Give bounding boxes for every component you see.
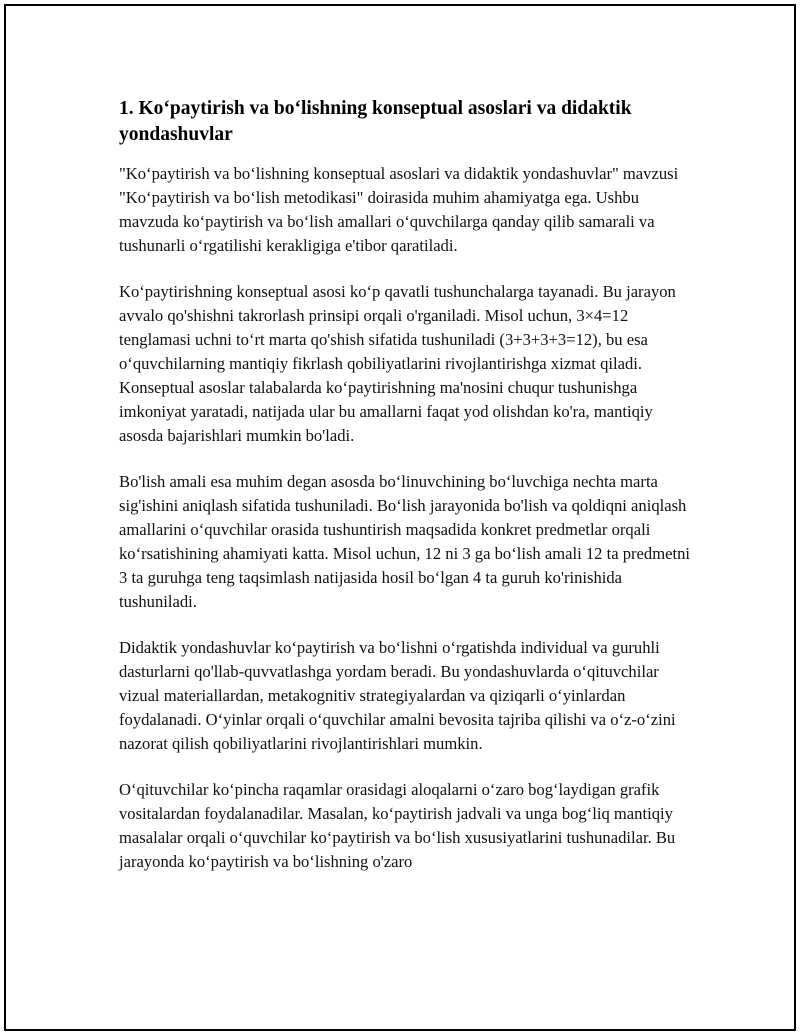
paragraph-5: O‘qituvchilar ko‘pincha raqamlar orasidagi aloqalarni o‘zaro bog‘laydigan grafik vositalardan foydalanadilar. Masalan, ko‘paytirish jadvali va unga bog‘liq mantiqiy masalalar orqali o‘quvchilar ko‘paytirish va bo‘lish xususiyatlarini tushunadilar. Bu jarayonda ko‘paytirish va bo‘lishning o'zaro <box>119 780 676 871</box>
section-heading: 1. Ko‘paytirish va bo‘lishning konseptual asoslari va didaktik yondashuvlar <box>119 98 632 145</box>
paragraph-4: Didaktik yondashuvlar ko‘paytirish va bo‘lishni o‘rgatishda individual va guruhli dasturlarni qo'llab-quvvatlashga yordam beradi. Bu yondashuvlarda o‘qituvchilar vizual materiallardan, metakognitiv strategiyalardan va qiziqarli o‘yinlardan foydalanadi. O‘yinlar orqali o‘quvchilar amalni bevosita tajriba qilishi va o‘z-o‘zini nazorat qilish qobiliyatlarini rivojlantirishlari mumkin. <box>119 638 676 753</box>
document-body <box>119 96 699 896</box>
paragraph-1: "Ko‘paytirish va bo‘lishning konseptual asoslari va didaktik yondashuvlar" mavzusi "Ko‘paytirish va bo‘lish metodikasi" doirasida muhim ahamiyatga ega. Ushbu mavzuda ko‘paytirish va bo‘lish amallari o‘quvchilarga qanday qilib samarali va tushunarli o‘rgatilishi kerakligiga e'tibor qaratiladi. <box>119 164 679 255</box>
paragraph-2: Ko‘paytirishning konseptual asosi ko‘p qavatli tushunchalarga tayanadi. Bu jarayon avvalo qo'shishni takrorlash prinsipi orqali o'rganiladi. Misol uchun, 3×4=12 tenglamasi uchni to‘rt marta qo'shish sifatida tushuniladi (3+3+3+3=12), bu esa o‘quvchilarning mantiqiy fikrlash qobiliyatlarini rivojlantirishga xizmat qiladi. Konseptual asoslar talabalarda ko‘paytirishning ma'nosini chuqur tushunishga imkoniyat yaratadi, natijada ular bu amallarni faqat yod olishdan ko'ra, mantiqiy asosda bajarishlari mumkin bo'ladi. <box>119 282 676 445</box>
page-frame <box>4 4 796 1031</box>
paragraph-3: Bo'lish amali esa muhim degan asosda bo‘linuvchining bo‘luvchiga nechta marta sig'ishini aniqlash sifatida tushuniladi. Bo‘lish jarayonida bo'lish va qoldiqni aniqlash amallarini o‘quvchilar orasida tushuntirish maqsadida konkret predmetlar orqali ko‘rsatishining ahamiyati katta. Misol uchun, 12 ni 3 ga bo‘lish amali 12 ta predmetni 3 ta guruhga teng taqsimlash natijasida hosil bo‘lgan 4 ta guruh ko'rinishida tushuniladi. <box>119 472 690 611</box>
